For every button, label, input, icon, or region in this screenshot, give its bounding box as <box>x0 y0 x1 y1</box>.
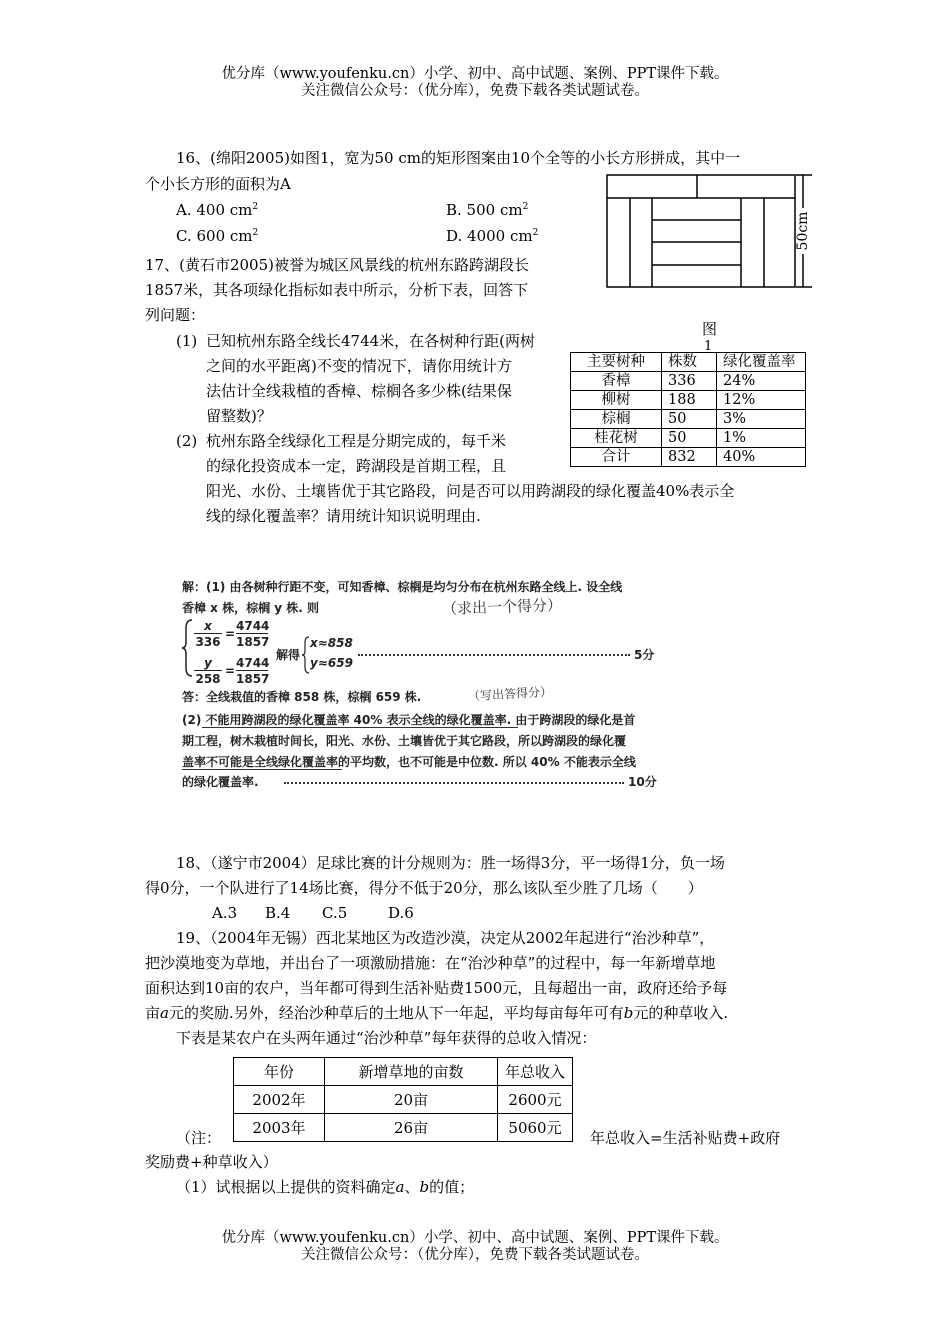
cell-count: 50 <box>662 429 717 448</box>
cell-coverage: 3% <box>717 410 806 429</box>
income-table-header <box>234 1058 573 1086</box>
footer-line-1: 优分库（www.youfenku.cn）小学、初中、高中试题、案例、PPT课件下载。 <box>221 1230 729 1246</box>
q17-part2-line-4: 线的绿化覆盖率？请用统计知识说明理由. <box>206 507 481 525</box>
q17-line-3: 列问题： <box>145 306 206 324</box>
q18-option-b: B.4 <box>265 904 291 922</box>
q17-part1-line-4: 留整数)？ <box>206 407 272 425</box>
th-new-area: 新增草地的亩数 <box>325 1058 498 1086</box>
cell-tree: 柳树 <box>571 391 662 410</box>
table-row <box>234 1114 573 1142</box>
eq2-denominator: 258 <box>195 672 221 686</box>
th-count: 株数 <box>662 353 717 372</box>
q17-part1-line-2: 之间的水平距离)不变的情况下，请你用统计方 <box>206 357 512 375</box>
sol-line-8: 的绿化覆盖率. <box>182 775 259 789</box>
underline-1 <box>202 727 518 728</box>
q18-option-a: A.3 <box>212 904 238 922</box>
q17-part2-line-1: 杭州东路全线绿化工程是分期完成的，每千米 <box>206 432 507 450</box>
result-x: x≈858 <box>310 636 353 650</box>
q19-line-1: 19、（2004年无锡）西北某地区为改造沙漠，决定从2002年起进行“治沙种草”， <box>176 929 715 947</box>
eq1-numerator: x <box>194 619 222 634</box>
cell-count: 336 <box>662 372 717 391</box>
header-line-2: 关注微信公众号：（优分库），免费下载各类试题试卷。 <box>301 83 649 99</box>
page-footer <box>0 1230 950 1264</box>
cell-tree: 香樟 <box>571 372 662 391</box>
q18-option-d: D.6 <box>388 904 414 922</box>
q19-sub-1: （1）试根据以上提供的资料确定a、b的值； <box>176 1178 475 1196</box>
fig-outer-rect <box>607 175 795 287</box>
th-tree-type: 主要树种 <box>571 353 662 372</box>
cell-year: 2003年 <box>234 1114 325 1142</box>
solve-label: 解得 <box>276 648 301 662</box>
q19-line-3: 面积达到10亩的农户，当年都可得到生活补贴费1500元，且每超出一亩，政府还给予每 <box>145 979 728 997</box>
eq1-right-denominator: 1857 <box>236 635 270 649</box>
income-table <box>233 1057 573 1142</box>
tree-table <box>570 352 806 467</box>
table-row <box>571 448 806 467</box>
table-row <box>234 1086 573 1114</box>
q17-line-1: 17、(黄石市2005)被誉为城区风景线的杭州东路跨湖段长 <box>145 256 529 274</box>
table-row <box>571 372 806 391</box>
q17-part2-line-2: 的绿化投资成本一定，跨湖段是首期工程，且 <box>206 457 507 475</box>
q16-option-d: D. 4000 $cm^2$ <box>446 227 539 245</box>
cell-count: 832 <box>662 448 717 467</box>
tree-table-header <box>571 353 806 372</box>
fig-dim-label: 50cm <box>795 211 811 251</box>
eq1-denominator: 336 <box>195 635 221 649</box>
handwritten-note-1: （求出一个得分） <box>441 595 563 619</box>
cell-income: 2600元 <box>498 1086 573 1114</box>
table-row <box>571 391 806 410</box>
q17-line-2: 1857米，其各项绿化指标如表中所示，分析下表，回答下 <box>145 281 529 299</box>
q16-option-b: B. 500 $cm^2$ <box>446 201 529 219</box>
sol-line-6: 期工程，树木栽植时间长，阳光、水份、土壤皆优于其它路段，所以跨湖段的绿化覆 <box>182 734 627 748</box>
q16-line-2: 个小长方形的面积为A <box>145 175 291 193</box>
cell-coverage: 12% <box>717 391 806 410</box>
q19-note-left: （注： <box>176 1129 222 1147</box>
sol-answer-1: 答：全线栽值的香樟 858 株，棕榈 659 株. <box>182 690 422 704</box>
cell-income: 5060元 <box>498 1114 573 1142</box>
q16-option-c: C. 600 $cm^2$ <box>176 227 259 245</box>
score-5: 5分 <box>634 648 655 662</box>
scanned-solution <box>180 574 666 792</box>
eq2-equals: = <box>225 664 236 678</box>
cell-count: 50 <box>662 410 717 429</box>
q19-note-line-2: 奖励费+种草收入） <box>145 1153 278 1171</box>
figure-caption-number: 1 <box>704 339 713 354</box>
cell-coverage: 24% <box>717 372 806 391</box>
q19-line-5: 下表是某农户在头两年通过“治沙种草”每年获得的总收入情况： <box>176 1029 597 1047</box>
q19-note-right: 年总收入=生活补贴费+政府 <box>590 1129 781 1147</box>
q17-part1-line-1: 已知杭州东路全线长4744米，在各树种行距(两树 <box>206 332 536 350</box>
cell-tree: 棕榈 <box>571 410 662 429</box>
eq1-right-numerator: 4744 <box>236 619 270 633</box>
footer-line-2: 关注微信公众号：（优分库），免费下载各类试题试卷。 <box>301 1247 649 1263</box>
eq1-equals: = <box>225 627 236 641</box>
header-line-1: 优分库（www.youfenku.cn）小学、初中、高中试题、案例、PPT课件下载。 <box>221 66 729 82</box>
eq2-right-denominator: 1857 <box>236 672 270 686</box>
cell-count: 188 <box>662 391 717 410</box>
result-brace <box>302 636 310 674</box>
sol-brace <box>182 618 194 678</box>
q18-line-1: 18、（遂宁市2004）足球比赛的计分规则为：胜一场得3分，平一场得1分，负一场 <box>176 854 725 872</box>
handwritten-note-2: （写出答得分） <box>467 684 553 704</box>
q17-part2-number: (2) <box>176 432 198 450</box>
cell-area: 20亩 <box>325 1086 498 1114</box>
table-row <box>571 410 806 429</box>
q17-part1-number: (1) <box>176 332 198 350</box>
sol-line-7: 盖率不可能是全线绿化覆盖率的平均数，也不可能是中位数. 所以 40% 不能表示全线 <box>182 755 636 769</box>
cell-coverage: 40% <box>717 448 806 467</box>
leader-dots-1 <box>358 654 630 656</box>
eq2-right-numerator: 4744 <box>236 656 270 670</box>
figure-caption: 图 <box>702 320 718 338</box>
sol-line-1: 解：(1) 由各树种行距不变，可知香樟、棕榈是均匀分布在杭州东路全线上. 设全线 <box>182 580 623 594</box>
cell-year: 2002年 <box>234 1086 325 1114</box>
figure-1-rectangles <box>600 168 820 292</box>
cell-tree: 合计 <box>571 448 662 467</box>
q17-part2-line-3: 阳光、水份、土壤皆优于其它路段，问是否可以用跨湖段的绿化覆盖40%表示全 <box>206 482 735 500</box>
score-10: 10分 <box>628 775 657 789</box>
cell-area: 26亩 <box>325 1114 498 1142</box>
eq2-numerator: y <box>194 656 222 671</box>
q18-option-c: C.5 <box>322 904 348 922</box>
sol-line-2: 香樟 x 株，棕榈 y 株. 则 <box>182 601 320 615</box>
cell-tree: 桂花树 <box>571 429 662 448</box>
q19-line-4: 亩a元的奖励.另外，经治沙种草后的土地从下一年起，平均每亩每年可有b元的种草收入. <box>145 1004 729 1022</box>
th-income: 年总收入 <box>498 1058 573 1086</box>
cell-coverage: 1% <box>717 429 806 448</box>
th-coverage: 绿化覆盖率 <box>717 353 806 372</box>
sol-line-5: (2) 不能用跨湖段的绿化覆盖率 40% 表示全线的绿化覆盖率. 由于跨湖段的绿化是首 <box>182 713 636 727</box>
page-header <box>0 66 950 100</box>
result-y: y≈659 <box>310 656 353 670</box>
th-year: 年份 <box>234 1058 325 1086</box>
q18-line-2: 得0分，一个队进行了14场比赛，得分不低于20分，那么该队至少胜了几场（ ） <box>145 879 703 897</box>
underline-2 <box>182 769 342 770</box>
q17-part1-line-3: 法估计全线栽植的香樟、棕榈各多少株(结果保 <box>206 382 512 400</box>
q16-option-a: A. 400 $cm^2$ <box>176 201 259 219</box>
table-row <box>571 429 806 448</box>
q16-line-1: 16、(绵阳2005)如图1，宽为50 cm的矩形图案由10个全等的小长方形拼成，其中一 <box>176 149 741 167</box>
q19-line-2: 把沙漠地变为草地，并出台了一项激励措施：在“治沙种草”的过程中，每一年新增草地 <box>145 954 716 972</box>
leader-dots-2 <box>284 782 624 784</box>
